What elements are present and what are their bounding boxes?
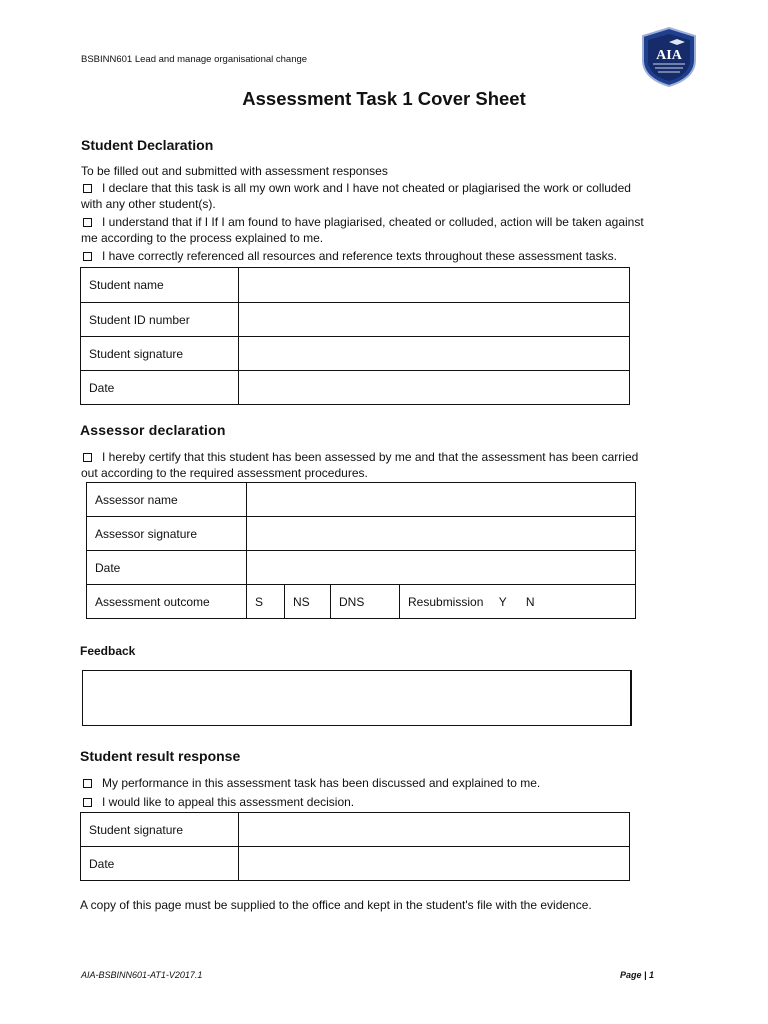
student-declaration-intro: To be filled out and submitted with assessment responses	[81, 164, 388, 178]
checkbox-icon[interactable]	[83, 798, 92, 807]
logo-text: AIA	[656, 48, 682, 63]
table-row	[81, 268, 630, 303]
document-code: AIA-BSBINN601-AT1-V2017.1	[81, 970, 203, 980]
outcome-ns-option[interactable]: NS	[285, 585, 331, 619]
table-row	[81, 847, 630, 881]
field-label: Date	[81, 371, 239, 405]
aia-logo	[639, 26, 699, 88]
table-row	[81, 337, 630, 371]
result-item-1: My performance in this assessment task has been discussed and explained to me.	[81, 775, 540, 791]
resubmission-cell	[400, 585, 636, 619]
assessor-certify-line-cont: out according to the required assessment procedures.	[81, 466, 368, 480]
table-row	[81, 371, 630, 405]
outcome-s-option[interactable]: S	[247, 585, 285, 619]
resubmission-yes-option[interactable]: Y	[498, 594, 507, 609]
student-details-table	[80, 267, 630, 405]
result-signature-field[interactable]	[239, 813, 630, 847]
resubmission-label: Resubmission	[408, 594, 484, 609]
field-label: Student ID number	[81, 303, 239, 337]
field-label: Assessor signature	[87, 517, 247, 551]
table-row	[87, 551, 636, 585]
office-copy-note: A copy of this page must be supplied to the office and kept in the student's file with the evidence.	[80, 898, 592, 912]
student-id-field[interactable]	[239, 303, 630, 337]
field-label: Date	[81, 847, 239, 881]
field-label: Student signature	[81, 813, 239, 847]
field-label: Assessment outcome	[87, 585, 247, 619]
feedback-box[interactable]	[82, 670, 632, 726]
checkbox-icon[interactable]	[83, 453, 92, 462]
table-row	[81, 303, 630, 337]
checkbox-icon[interactable]	[83, 218, 92, 227]
declaration-item-1-cont: with any other student(s).	[81, 197, 216, 211]
assessor-certify-line: I hereby certify that this student has been assessed by me and that the assessment has been carried	[81, 449, 638, 465]
outcome-dns-option[interactable]: DNS	[331, 585, 400, 619]
assessor-name-field[interactable]	[247, 483, 636, 517]
declaration-item-2: I understand that if I If I am found to have plagiarised, cheated or colluded, action will be taken against	[81, 214, 644, 230]
field-label: Student signature	[81, 337, 239, 371]
checkbox-icon[interactable]	[83, 779, 92, 788]
resubmission-no-option[interactable]: N	[525, 594, 535, 609]
assessor-signature-field[interactable]	[247, 517, 636, 551]
field-label: Assessor name	[87, 483, 247, 517]
result-date-field[interactable]	[239, 847, 630, 881]
page-number: Page | 1	[620, 970, 655, 980]
checkbox-icon[interactable]	[83, 184, 92, 193]
declaration-item-2-cont: me according to the process explained to me.	[81, 231, 324, 245]
table-row	[87, 517, 636, 551]
student-signature-field[interactable]	[239, 337, 630, 371]
assessor-date-field[interactable]	[247, 551, 636, 585]
feedback-heading: Feedback	[80, 644, 136, 658]
assessor-declaration-heading: Assessor declaration	[80, 422, 226, 438]
student-date-field[interactable]	[239, 371, 630, 405]
assessor-details-table	[86, 482, 636, 619]
page-title: Assessment Task 1 Cover Sheet	[242, 88, 526, 109]
field-label: Student name	[81, 268, 239, 303]
student-result-table	[80, 812, 630, 881]
student-declaration-heading: Student Declaration	[81, 137, 214, 153]
table-row	[87, 483, 636, 517]
table-row	[87, 585, 636, 619]
field-label: Date	[87, 551, 247, 585]
declaration-item-3: I have correctly referenced all resources and reference texts throughout these assessment tasks.	[81, 248, 617, 264]
student-result-heading: Student result response	[80, 748, 241, 764]
checkbox-icon[interactable]	[83, 252, 92, 261]
table-row	[81, 813, 630, 847]
result-item-2: I would like to appeal this assessment decision.	[81, 794, 354, 810]
student-name-field[interactable]	[239, 268, 630, 303]
declaration-item-1: I declare that this task is all my own work and I have not cheated or plagiarised the work or colluded	[81, 180, 631, 196]
course-header: BSBINN601 Lead and manage organisational change	[81, 54, 308, 65]
